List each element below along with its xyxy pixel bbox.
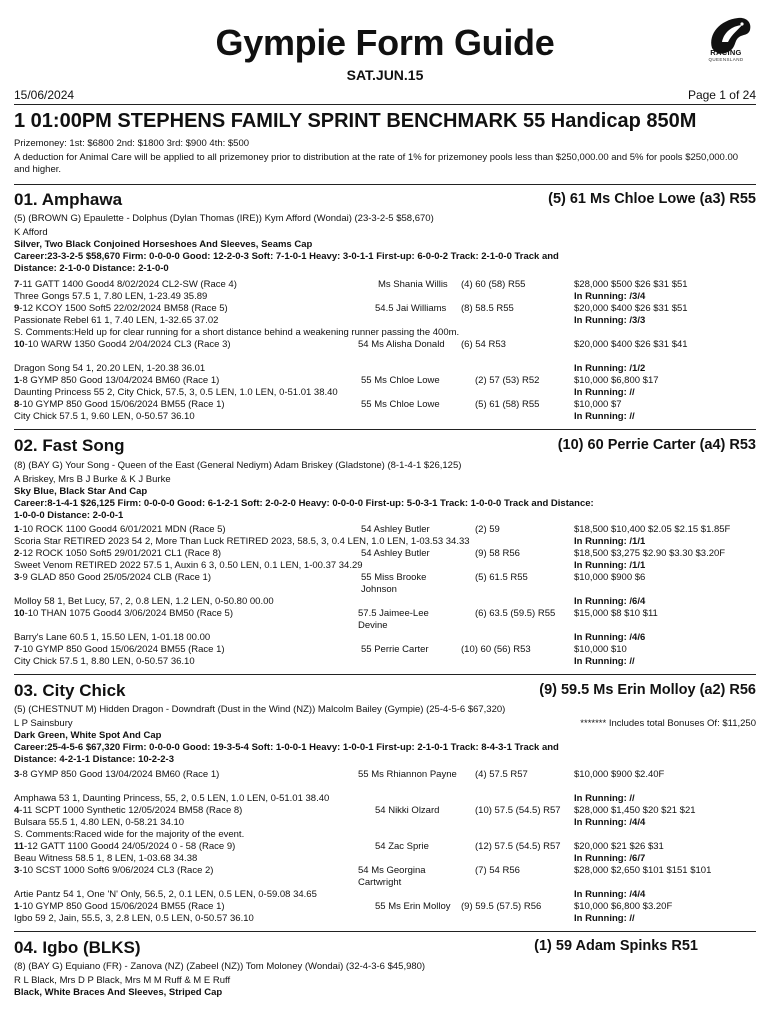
run-barrier-weight: (9) 58 R56: [475, 548, 520, 559]
run-in-running: In Running: /1/1: [574, 560, 646, 571]
horse-owner: R L Black, Mrs D P Black, Mrs M M Ruff & M E Ruff: [14, 975, 231, 986]
run-in-running: In Running: //: [574, 387, 635, 398]
horse-name: 03. City Chick: [14, 681, 126, 700]
logo-text: RACING: [710, 48, 742, 57]
run-in-running: In Running: /4/4: [574, 889, 646, 900]
run-prize-odds: $28,000 $500 $26 $31 $51: [574, 279, 688, 290]
horse-barrier-weight-jockey: (5) 61 Ms Chloe Lowe (a3) R55: [548, 191, 756, 207]
horse-career-line2: 1-0-0-0 Distance: 2-0-0-1: [14, 510, 124, 521]
run-details: -10 THAN 1075 Good4 3/06/2024 BM50 (Race 5): [24, 608, 233, 619]
horse-bonus-note: ******* Includes total Bonuses Of: $11,250: [580, 718, 756, 729]
run-in-running: In Running: /1/2: [574, 363, 646, 374]
horse-name: 01. Amphawa: [14, 190, 123, 209]
run-jockey: 54 Ms Alisha Donald: [358, 339, 445, 350]
horse-colours: Black, White Braces And Sleeves, Striped Cap: [14, 987, 223, 998]
page-number: Page 1 of 24: [687, 88, 756, 102]
run-barrier-weight: (9) 59.5 (57.5) R56: [461, 901, 542, 912]
run-placing: 1: [14, 901, 20, 912]
run-prize-odds: $28,000 $2,650 $101 $151 $101: [574, 865, 712, 876]
horse-owner: K Afford: [14, 227, 48, 238]
run-result-description: Sweet Venom RETIRED 2022 57.5 1, Auxin 6 3, 0.50 LEN, 0.1 LEN, 1-00.37 34.29: [14, 560, 363, 571]
run-result-description: Artie Pantz 54 1, One 'N' Only, 56.5, 2, 0.1 LEN, 0.5 LEN, 0-59.08 34.65: [14, 889, 317, 900]
run-result-description: Bulsara 55.5 1, 4.80 LEN, 0-58.21 34.10: [14, 817, 185, 828]
run-barrier-weight: (8) 58.5 R55: [461, 303, 514, 314]
horse-career-line1: Career:23-3-2-5 $58,670 Firm: 0-0-0-0 Good: 12-2-0-3 Soft: 7-1-0-1 Heavy: 3-0-1-1 First-up: 6-0-0-2 Track: 2-1-0-0 Track and: [14, 251, 559, 262]
horse-career-line1: Career:8-1-4-1 $26,125 Firm: 0-0-0-0 Good: 6-1-2-1 Soft: 2-0-2-0 Heavy: 0-0-0-0 First-up: 5-0-3-1 Track: 1-0-0-0 Track and Distance:: [14, 498, 594, 509]
run-placing: 3: [14, 572, 20, 583]
horse-name: 04. Igbo (BLKS): [14, 938, 141, 957]
run-jockey: Ms Shania Willis: [378, 279, 448, 290]
horse-colours: Silver, Two Black Conjoined Horseshoes And Sleeves, Seams Cap: [14, 239, 313, 250]
run-placing: 11: [14, 841, 25, 852]
horse-barrier-weight-jockey: (1) 59 Adam Spinks R51: [534, 938, 698, 954]
run-result-description: Barry's Lane 60.5 1, 15.50 LEN, 1-01.18 00.00: [14, 632, 211, 643]
run-result-description: Passionate Rebel 61 1, 7.40 LEN, 1-32.65 37.02: [14, 315, 219, 326]
run-prize-odds: $20,000 $21 $26 $31: [574, 841, 664, 852]
run-placing: 7: [14, 279, 20, 290]
run-barrier-weight: (5) 61.5 R55: [475, 572, 528, 583]
run-prize-odds: $10,000 $6,800 $3.20F: [574, 901, 673, 912]
run-in-running: In Running: /4/6: [574, 632, 646, 643]
run-result-description: City Chick 57.5 1, 8.80 LEN, 0-50.57 36.10: [14, 656, 195, 667]
run-in-running: In Running: /6/4: [574, 596, 646, 607]
run-placing: 10: [14, 339, 25, 350]
horse-career-line1: Career:25-4-5-6 $67,320 Firm: 0-0-0-0 Good: 19-3-5-4 Soft: 1-0-0-1 Heavy: 1-0-0-1 First-up: 2-1-0-1 Track: 8-4-3-1 Track and: [14, 742, 559, 753]
run-jockey: 55 Miss Brooke Johnson: [361, 572, 427, 595]
run-jockey: 54 Ms Georgina Cartwright: [358, 865, 426, 888]
run-jockey: 55 Ms Rhiannon Payne: [358, 769, 457, 780]
page-title: Gympie Form Guide: [215, 22, 555, 63]
horse-breeding: (5) (CHESTNUT M) Hidden Dragon - Downdraft (Dust in the Wind (NZ)) Malcolm Bailey (Gympie) (25-4-5-6 $67,320): [14, 704, 506, 715]
run-in-running: In Running: //: [574, 793, 635, 804]
run-barrier-weight: (2) 59: [475, 524, 500, 535]
horse-breeding: (5) (BROWN G) Epaulette - Dolphus (Dylan Thomas (IRE)) Kym Afford (Wondai) (23-3-2-5 $58,670): [14, 213, 434, 224]
run-details: -10 GYMP 850 Good 15/06/2024 BM55 (Race 1): [19, 644, 225, 655]
run-details: -11 SCPT 1000 Synthetic 12/05/2024 BM58 (Race 8): [19, 805, 243, 816]
run-prize-odds: $18,500 $3,275 $2.90 $3.30 $3.20F: [574, 548, 726, 559]
run-placing: 7: [14, 644, 20, 655]
run-placing: 8: [14, 399, 20, 410]
run-result-description: City Chick 57.5 1, 9.60 LEN, 0-50.57 36.10: [14, 411, 195, 422]
run-barrier-weight: (7) 54 R56: [475, 865, 520, 876]
run-stewards-comment: S. Comments:Held up for clear running for a short distance behind a weakening runner passing the 400m.: [14, 327, 460, 338]
run-details: -8 GYMP 850 Good 13/04/2024 BM60 (Race 1): [19, 375, 220, 386]
run-in-running: In Running: /3/4: [574, 291, 646, 302]
run-prize-odds: $10,000 $900 $6: [574, 572, 646, 583]
run-in-running: In Running: //: [574, 913, 635, 924]
header-divider: [14, 104, 756, 105]
horse-divider: [14, 184, 756, 185]
run-jockey: 54 Ashley Butler: [361, 524, 430, 535]
run-details: -10 GYMP 850 Good 15/06/2024 BM55 (Race 1): [19, 901, 225, 912]
run-details: -12 KCOY 1500 Soft5 22/02/2024 BM58 (Race 5): [19, 303, 228, 314]
horse-breeding: (8) (BAY G) Equiano (FR) - Zanova (NZ) (Zabeel (NZ)) Tom Moloney (Wondai) (32-4-3-6 $45,980): [14, 961, 426, 972]
horse-divider: [14, 674, 756, 675]
run-result-description: Dragon Song 54 1, 20.20 LEN, 1-20.38 36.01: [14, 363, 206, 374]
horse-career-line2: Distance: 2-1-0-0 Distance: 2-1-0-0: [14, 263, 169, 274]
horse-divider: [14, 931, 756, 932]
run-in-running: In Running: /4/4: [574, 817, 646, 828]
run-placing: 3: [14, 769, 20, 780]
run-barrier-weight: (6) 63.5 (59.5) R55: [475, 608, 556, 619]
run-result-description: Scoria Star RETIRED 2023 54 2, More Than Luck RETIRED 2023, 58.5, 3, 0.4 LEN, 1.0 LEN, 1-03.53 34.33: [14, 536, 470, 547]
run-result-description: Daunting Princess 55 2, City Chick, 57.5, 3, 0.5 LEN, 1.0 LEN, 0-51.01 38.40: [14, 387, 338, 398]
horse-breeding: (8) (BAY G) Your Song - Queen of the East (General Nediym) Adam Briskey (Gladstone) (8-1-4-1 $26,125): [14, 460, 462, 471]
run-jockey: 55 Ms Erin Molloy: [375, 901, 451, 912]
run-jockey: 55 Ms Chloe Lowe: [361, 375, 440, 386]
run-placing: 3: [14, 865, 20, 876]
horse-barrier-weight-jockey: (10) 60 Perrie Carter (a4) R53: [557, 437, 756, 453]
run-prize-odds: $28,000 $1,450 $20 $21 $21: [574, 805, 696, 816]
run-prize-odds: $10,000 $7: [574, 399, 622, 410]
run-barrier-weight: (6) 54 R53: [461, 339, 506, 350]
run-jockey: 54.5 Jai Williams: [375, 303, 447, 314]
run-jockey: 57.5 Jaimee-Lee Devine: [358, 608, 429, 631]
run-jockey: 55 Ms Chloe Lowe: [361, 399, 440, 410]
run-result-description: Amphawa 53 1, Daunting Princess, 55, 2, 0.5 LEN, 1.0 LEN, 0-51.01 38.40: [14, 793, 330, 804]
run-placing: 10: [14, 608, 25, 619]
run-jockey: 54 Nikki Olzard: [375, 805, 440, 816]
run-details: -9 GLAD 850 Good 25/05/2024 CLB (Race 1): [19, 572, 211, 583]
run-barrier-weight: (10) 60 (56) R53: [461, 644, 531, 655]
run-result-description: Beau Witness 58.5 1, 8 LEN, 1-03.68 34.38: [14, 853, 198, 864]
horse-owner: L P Sainsbury: [14, 718, 73, 729]
run-barrier-weight: (4) 57.5 R57: [475, 769, 528, 780]
run-placing: 2: [14, 548, 20, 559]
run-placing: 1: [14, 524, 20, 535]
run-details: -11 GATT 1400 Good4 8/02/2024 CL2-SW (Race 4): [19, 279, 237, 290]
horse-barrier-weight-jockey: (9) 59.5 Ms Erin Molloy (a2) R56: [539, 682, 756, 698]
run-result-description: Igbo 59 2, Jain, 55.5, 3, 2.8 LEN, 0.5 LEN, 0-50.57 36.10: [14, 913, 254, 924]
run-details: -10 SCST 1000 Soft6 9/06/2024 CL3 (Race 2): [19, 865, 214, 876]
horse-divider: [14, 429, 756, 430]
horse-career-line2: Distance: 4-2-1-1 Distance: 10-2-2-3: [14, 754, 174, 765]
race-deduction-note: A deduction for Animal Care will be applied to all prizemoney prior to distribution at the rate of 1% for prizemoney pools less than $250,000.00 and 5% for pools $250,000.00 and higher.: [14, 152, 739, 175]
race-title: 1 01:00PM STEPHENS FAMILY SPRINT BENCHMARK 55 Handicap 850M: [14, 110, 697, 132]
run-prize-odds: $10,000 $6,800 $17: [574, 375, 659, 386]
run-jockey: 54 Ashley Butler: [361, 548, 430, 559]
run-barrier-weight: (12) 57.5 (54.5) R57: [475, 841, 561, 852]
meeting-date-heading: SAT.JUN.15: [346, 67, 424, 83]
run-prize-odds: $20,000 $400 $26 $31 $41: [574, 339, 688, 350]
run-placing: 1: [14, 375, 20, 386]
race-prizemoney: Prizemoney: 1st: $6800 2nd: $1800 3rd: $900 4th: $500: [14, 138, 250, 149]
run-details: -10 ROCK 1100 Good4 6/01/2021 MDN (Race 5): [19, 524, 226, 535]
run-prize-odds: $20,000 $400 $26 $31 $51: [574, 303, 688, 314]
run-barrier-weight: (5) 61 (58) R55: [475, 399, 540, 410]
run-in-running: In Running: /1/1: [574, 536, 646, 547]
run-barrier-weight: (10) 57.5 (54.5) R57: [475, 805, 561, 816]
run-in-running: In Running: /6/7: [574, 853, 646, 864]
run-in-running: In Running: //: [574, 656, 635, 667]
run-prize-odds: $10,000 $10: [574, 644, 627, 655]
run-result-description: Three Gongs 57.5 1, 7.80 LEN, 1-23.49 35.89: [14, 291, 208, 302]
run-details: -12 ROCK 1050 Soft5 29/01/2021 CL1 (Race 8): [19, 548, 222, 559]
run-in-running: In Running: //: [574, 411, 635, 422]
run-stewards-comment: S. Comments:Raced wide for the majority of the event.: [14, 829, 245, 840]
run-result-description: Molloy 58 1, Bet Lucy, 57, 2, 0.8 LEN, 1.2 LEN, 0-50.80 00.00: [14, 596, 274, 607]
run-jockey: 55 Perrie Carter: [361, 644, 429, 655]
horse-owner: A Briskey, Mrs B J Burke & K J Burke: [14, 474, 171, 485]
horse-colours: Dark Green, White Spot And Cap: [14, 730, 162, 741]
run-barrier-weight: (4) 60 (58) R55: [461, 279, 526, 290]
run-prize-odds: $10,000 $900 $2.40F: [574, 769, 665, 780]
run-barrier-weight: (2) 57 (53) R52: [475, 375, 540, 386]
run-in-running: In Running: /3/3: [574, 315, 646, 326]
run-prize-odds: $15,000 $8 $10 $11: [574, 608, 658, 619]
print-date: 15/06/2024: [14, 88, 75, 102]
run-prize-odds: $18,500 $10,400 $2.05 $2.15 $1.85F: [574, 524, 731, 535]
logo-subtext: QUEENSLAND: [708, 57, 744, 62]
run-placing: 9: [14, 303, 20, 314]
run-details: -8 GYMP 850 Good 13/04/2024 BM60 (Race 1): [19, 769, 220, 780]
run-details: -10 GYMP 850 Good 15/06/2024 BM55 (Race 1): [19, 399, 225, 410]
run-details: -12 GATT 1100 Good4 24/05/2024 0 - 58 (Race 9): [24, 841, 236, 852]
horse-colours: Sky Blue, Black Star And Cap: [14, 486, 148, 497]
run-details: -10 WARW 1350 Good4 2/04/2024 CL3 (Race 3): [24, 339, 231, 350]
run-placing: 4: [14, 805, 20, 816]
run-jockey: 54 Zac Sprie: [375, 841, 429, 852]
form-guide-page: [14, 0, 756, 1024]
horse-name: 02. Fast Song: [14, 436, 125, 455]
